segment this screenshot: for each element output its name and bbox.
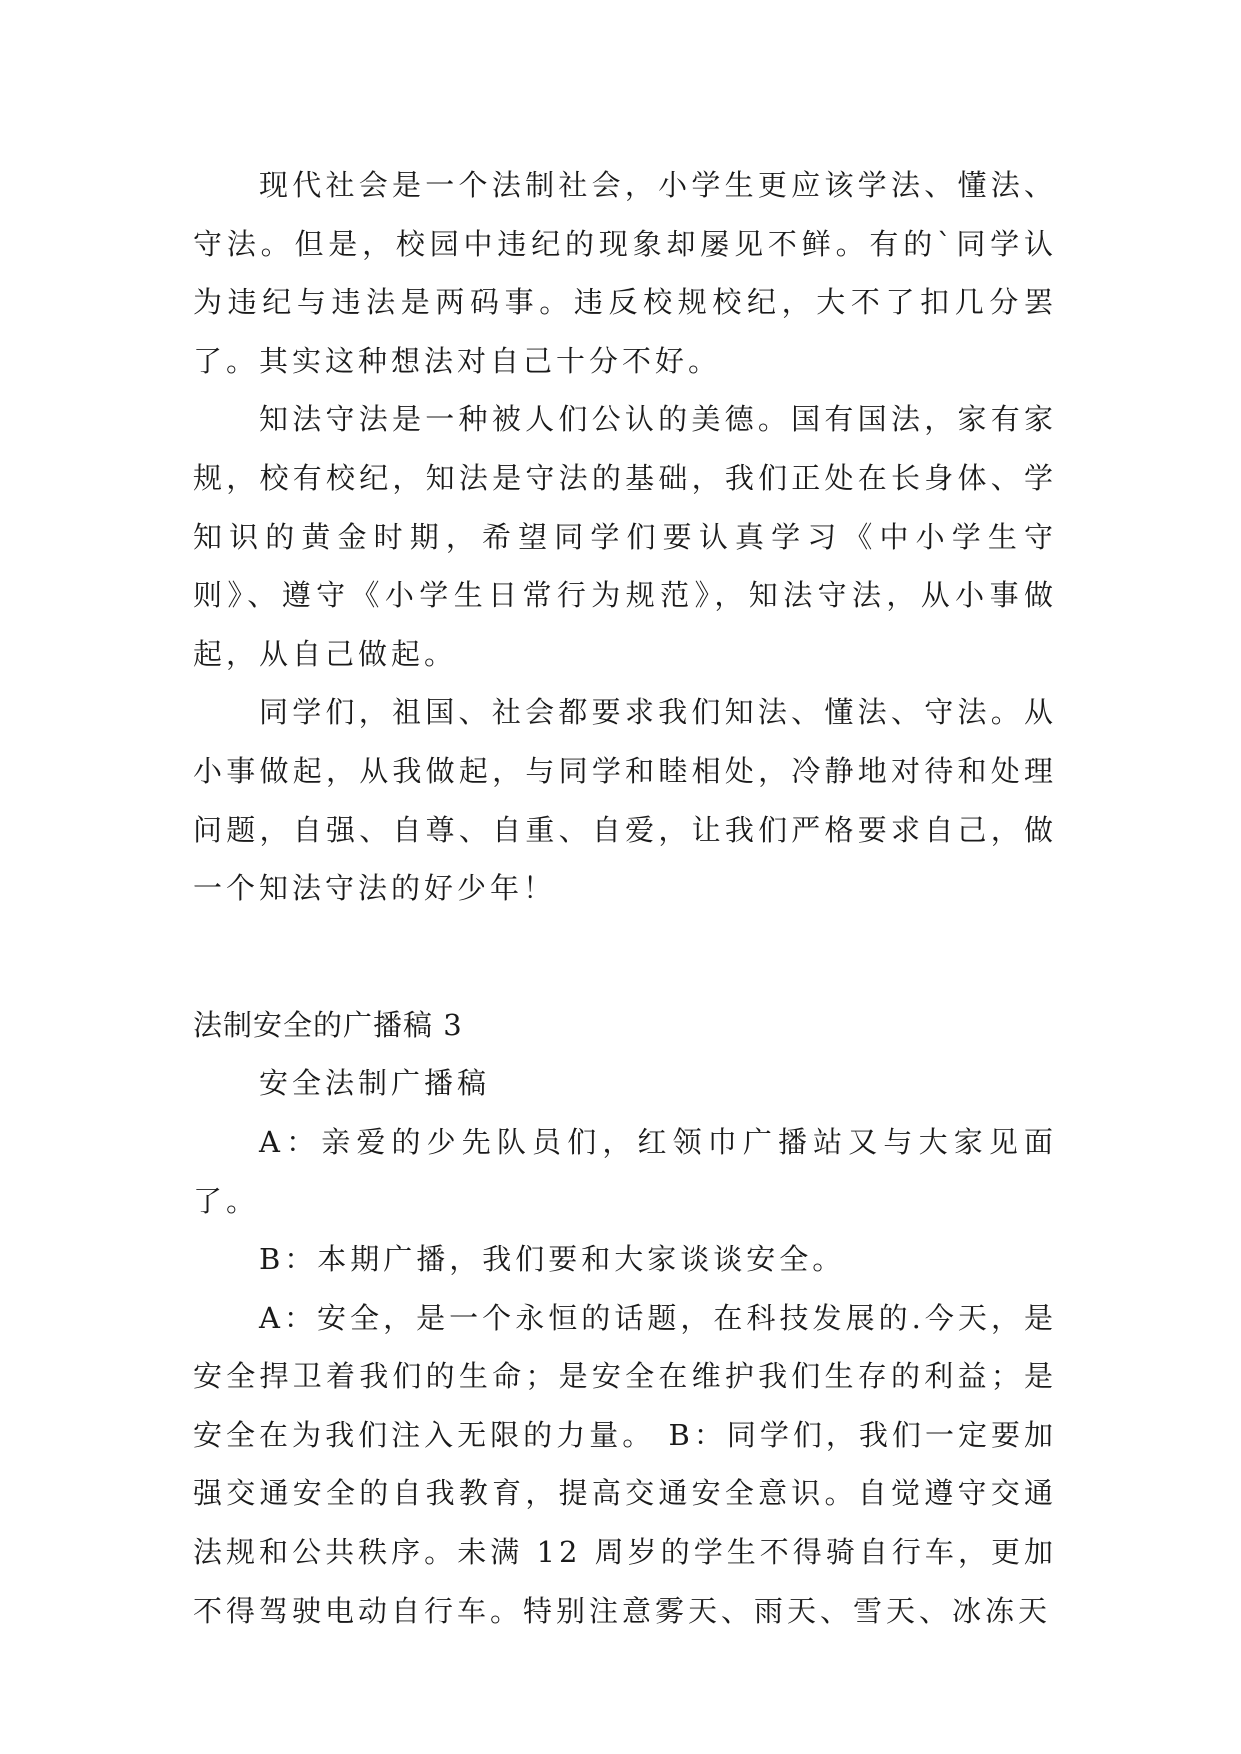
section-gap <box>193 918 1057 996</box>
broadcast-line-b-topic: B：本期广播，我们要和大家谈谈安全。 <box>259 1242 846 1277</box>
paragraph-call-to-classmates: 同学们，祖国、社会都要求我们知法、懂法、守法。从小事做起，从我做起，与同学和睦相处，冷静地对待和处理问题，自强、自尊、自重、自爱，让我们严格要求自己，做一个知法守法的好少年！ <box>193 695 1057 906</box>
paragraph-rule-of-law-society: 现代社会是一个法制社会，小学生更应该学法、懂法、守法。但是，校园中违纪的现象却屡见不鲜。有的`同学认为违纪与违法是两码事。违反校规校纪，大不了扣几分罢了。其实这种想法对自己十分不好。 <box>193 168 1057 378</box>
document-body <box>193 156 1057 1640</box>
broadcast-line-a-greeting: A：亲爱的少先队员们，红领巾广播站又与大家见面了。 <box>193 1124 1057 1218</box>
section-heading: 法制安全的广播稿 3 <box>193 1007 463 1042</box>
paragraph-know-and-obey-law: 知法守法是一种被人们公认的美德。国有国法，家有家规，校有校纪，知法是守法的基础，我们正处在长身体、学知识的黄金时期，希望同学们要认真学习《中小学生守则》、遵守《小学生日常行为规范》，知法守法，从小事做起，从自己做起。 <box>193 402 1057 671</box>
broadcast-line-safety: A：安全，是一个永恒的话题，在科技发展的.今天，是安全捍卫着我们的生命；是安全在维护我们生存的利益；是安全在为我们注入无限的力量。 B：同学们，我们一定要加强交通安全的自我教育，提高交通安全意识。自觉遵守交通法规和公共秩序。未满 12 周岁的学生不得骑自行车，更加不得驾驶电动自行车。特别注意雾天、雨天、雪天、冰冻天 <box>193 1300 1057 1628</box>
broadcast-title: 安全法制广播稿 <box>259 1066 491 1101</box>
